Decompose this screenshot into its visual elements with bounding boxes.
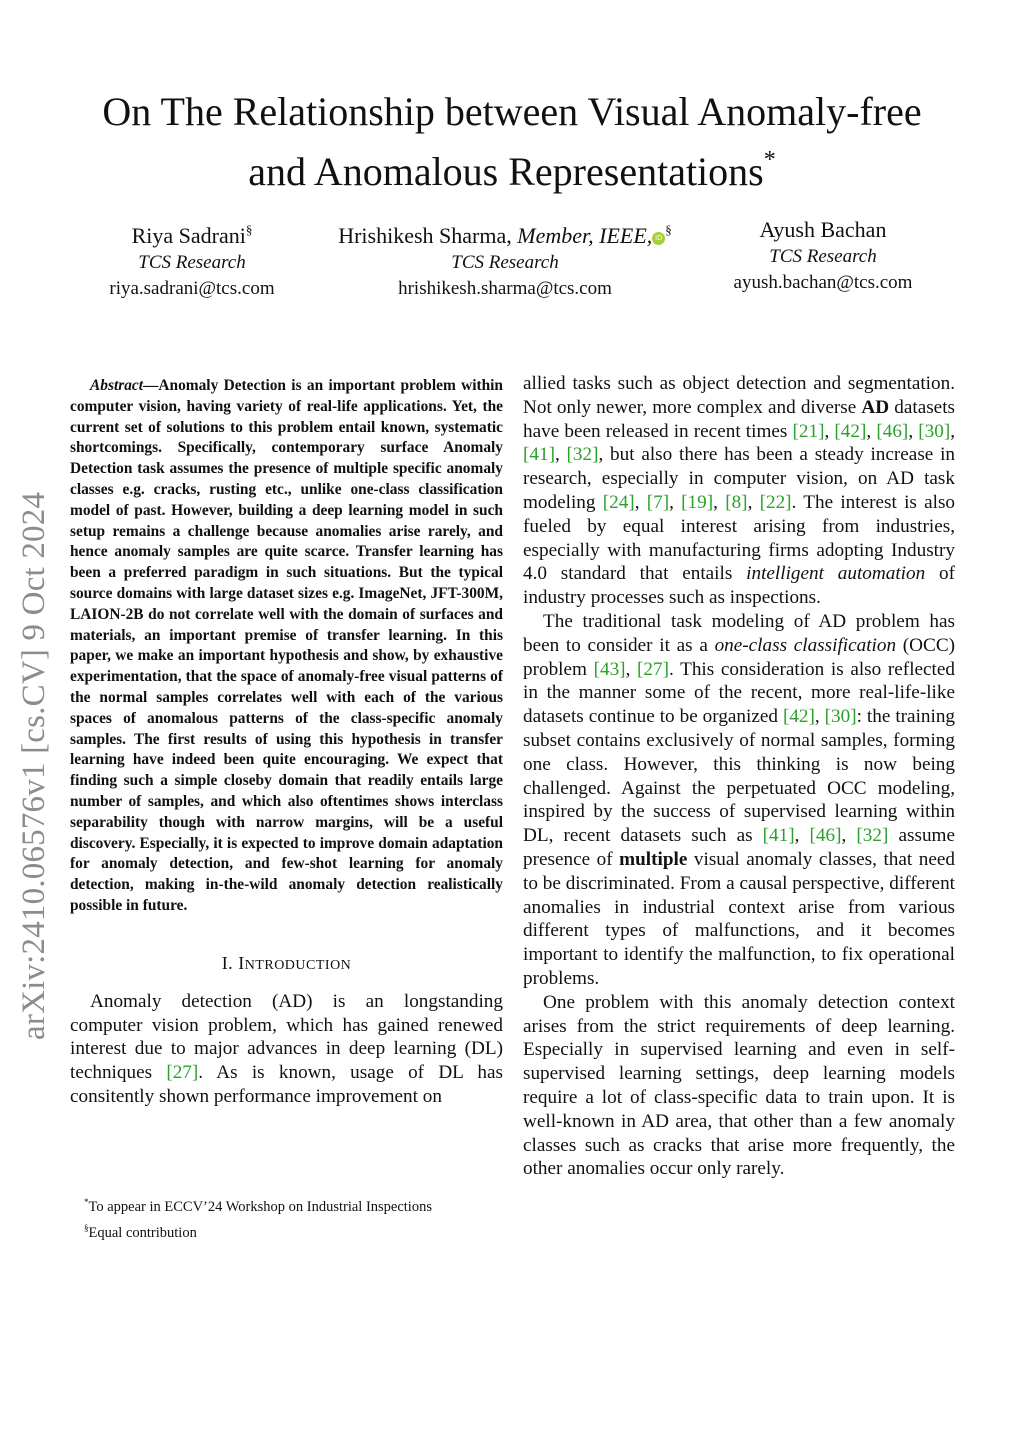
abstract [70, 376, 503, 917]
author-name: Ayush Bachan [759, 217, 887, 242]
author-email[interactable]: hrishikesh.sharma@tcs.com [398, 278, 612, 299]
citation-link[interactable]: [46] [809, 825, 842, 847]
citation-link[interactable]: [30] [824, 706, 857, 728]
equal-contribution-mark: § [665, 222, 672, 237]
paper-title [0, 88, 1024, 196]
citation-link[interactable]: [46] [876, 420, 909, 442]
title-line-1: On The Relationship between Visual Anomaly-free [102, 89, 922, 134]
intro-paragraph-1: Anomaly detection (AD) is an longstanding computer vision problem, which has gained renewed interest due to major advances in deep learning (DL) techniques [27]. As is known, usage of DL has consitently shown performance improvement on [70, 990, 504, 1107]
citation-link[interactable]: [27] [166, 1062, 199, 1084]
arxiv-identifier-stamp: arXiv:2410.06576v1 [cs.CV] 9 Oct 2024 [16, 491, 52, 1040]
author-email[interactable]: ayush.bachan@tcs.com [733, 272, 913, 293]
citation-link[interactable]: [8] [725, 491, 748, 513]
citation-link[interactable]: [24] [602, 491, 635, 513]
citation-link[interactable]: [7] [646, 491, 670, 513]
abstract-label: Abstract [90, 377, 144, 394]
author-role: Member, IEEE, [517, 223, 653, 248]
left-column [70, 376, 503, 1109]
abstract-text: —Anomaly Detection is an important problem within computer vision, having variety of real-life applications. Yet, the current set of solutions to this problem entail known, systematic shortcomings. Specifically, contemporary surface Anomaly Detection task assumes the presence of multiple specific anomaly classes e.g. cracks, rusting etc., unlike one-class classification model of past. However, building a deep learning model in such setup remains a challenge because anomalies arise rarely, and hence anomaly samples are quite scarce. Transfer learning has been a preferred paradigm in such situations. But the typical source domains with large dataset sizes e.g. ImageNet, JFT-300M, LAION-2B do not correlate well with the domain of surfaces and materials, an important premise of transfer learning. In this paper, we make an important hypothesis and show, by exhaustive experimentation, that the space of anomaly-free visual patterns of the normal samples correlates well with each of the various spaces of anomalous patterns of the class-specific anomaly samples. The first results of using this hypothesis in transfer learning have indeed been quite encouraging. We expect that finding such a simple closeby domain that readily entails large number of samples, and which also oftentimes shows interclass separability though with narrow margins, will be a useful discovery. Especially, it is expected to improve domain adaptation for anomaly detection, and few-shot learning for anomaly detection, making in-the-wild anomaly detection realistically possible in future. [70, 377, 503, 914]
author-block-2 [300, 216, 710, 302]
citation-link[interactable]: [43] [593, 658, 626, 680]
citation-link[interactable]: [21] [792, 420, 825, 442]
author-name: Riya Sadrani [131, 223, 246, 248]
citation-link[interactable]: [41] [523, 444, 555, 466]
author-block-3 [720, 216, 926, 296]
footnotes [84, 1192, 432, 1244]
title-line-2: and Anomalous Representations* [248, 147, 776, 194]
author-affiliation: TCS Research [769, 246, 877, 267]
citation-link[interactable]: [19] [681, 491, 714, 513]
citation-link[interactable]: [30] [918, 420, 951, 442]
citation-link[interactable]: [32] [856, 825, 889, 847]
citation-link[interactable]: [42] [834, 420, 867, 442]
citation-link[interactable]: [22] [759, 491, 792, 513]
author-affiliation: TCS Research [138, 252, 246, 273]
citation-link[interactable]: [41] [762, 825, 795, 847]
title-footnote-mark: * [763, 147, 776, 173]
right-paragraph-3: One problem with this anomaly detection context arises from the strict requirements of deep learning. Especially in supervised learning and even in self-supervised learning settings, deep learning models require a lot of class-specific data to train upon. It is well-known in AD area, that other than a few anomaly classes such as cracks that arise more frequently, the other anomalies occur only rarely. [523, 991, 955, 1180]
author-block-1 [88, 216, 296, 302]
section-heading-introduction: I. INTRODUCTION [221, 952, 352, 973]
footnote-2: §Equal contribution [84, 1223, 197, 1241]
footnote-1: *To appear in ECCV’24 Workshop on Industrial Inspections [84, 1197, 432, 1215]
right-column [523, 372, 955, 1181]
equal-contribution-mark: § [245, 222, 253, 237]
author-affiliation: TCS Research [451, 252, 559, 273]
citation-link[interactable]: [27] [637, 658, 669, 680]
right-paragraph-1: allied tasks such as object detection and segmentation. Not only newer, more complex and diverse AD datasets have been released in recent times [21], [42], [46], [30], [41], [32], but also there has been a steady increase in research, especially in computer vision, on AD task modeling [24], [7], [19], [8], [22]. The interest is also fueled by equal interest arising from industries, especially with manufacturing firms adopting Industry 4.0 standard that entails intelligent automation of industry processes such as inspections. [523, 373, 956, 609]
orcid-icon[interactable]: iD [652, 232, 665, 245]
citation-link[interactable]: [42] [782, 706, 815, 728]
right-paragraph-2: The traditional task modeling of AD problem has been to consider it as a one-class classification (OCC) problem [43], [27]. This consideration is also reflected in the manner some of the recent, more real-life-like datasets continue to be organized [42], [30]: the training subset contains exclusively of normal samples, forming one class. However, this thinking is now being challenged. Against the perpetuated OCC modeling, inspired by the success of supervised learning within DL, recent datasets such as [41], [46], [32] assume presence of multiple visual anomaly classes, that need to be discriminated. From a causal perspective, different anomalies in industrial context arise from various different types of malfunctions, and it becomes important to identify the malfunction, to fix operational problems. [523, 610, 956, 989]
author-email[interactable]: riya.sadrani@tcs.com [109, 278, 275, 299]
author-name: Hrishikesh Sharma, [338, 223, 512, 248]
citation-link[interactable]: [32] [566, 444, 599, 466]
